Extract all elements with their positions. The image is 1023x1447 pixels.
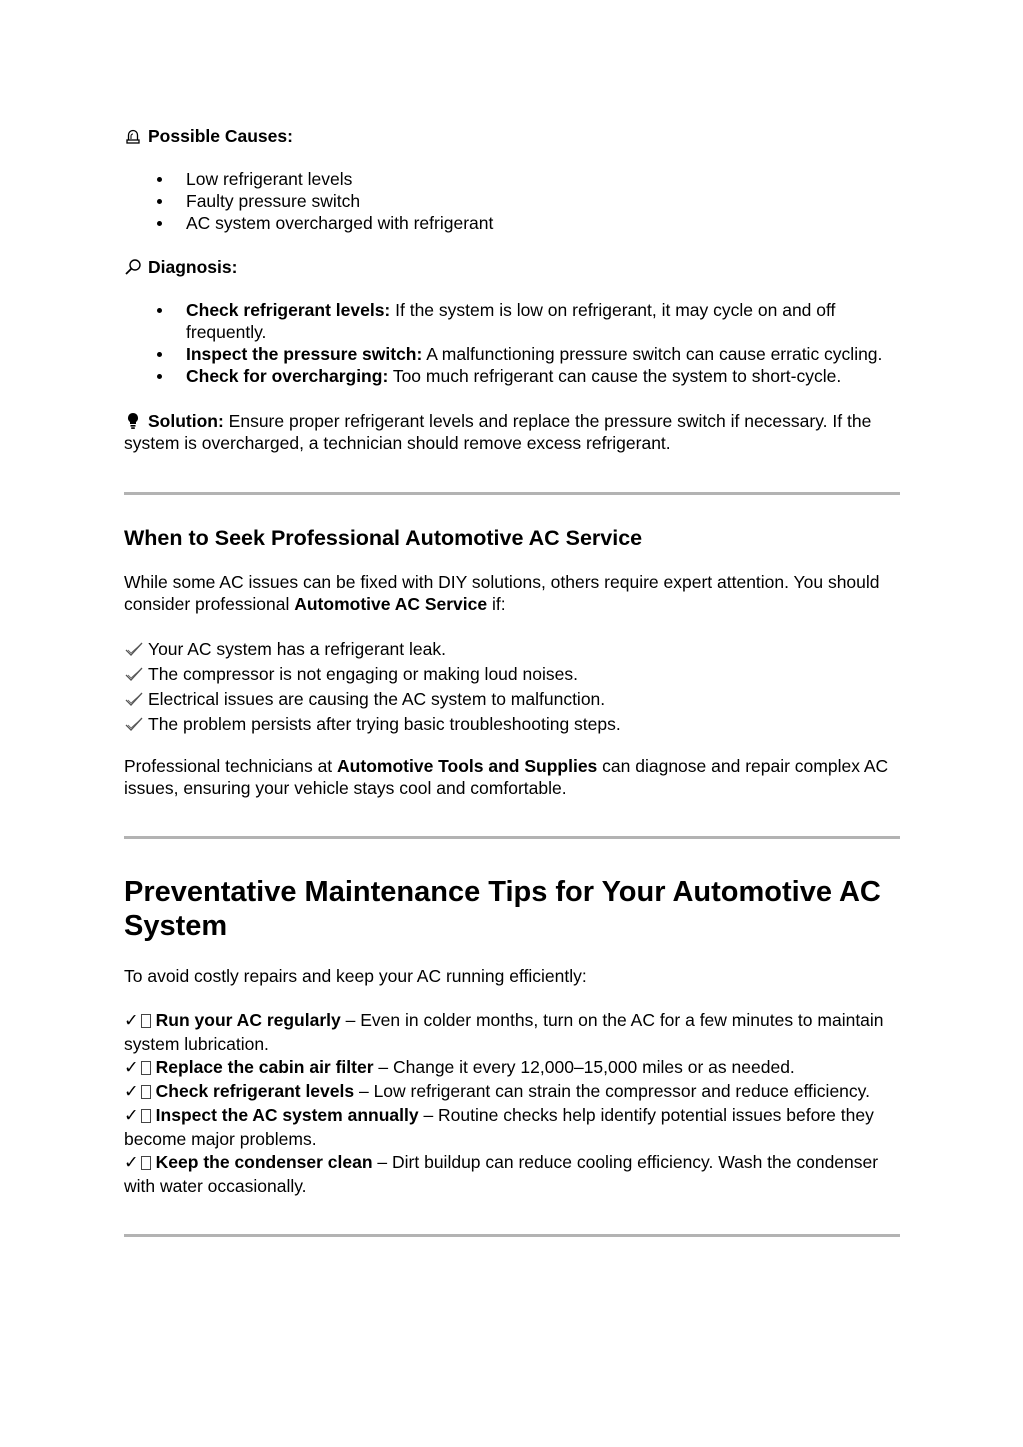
diagnosis-label: Diagnosis: [148, 257, 238, 277]
list-item [186, 212, 900, 234]
diagnosis-item-title: Inspect the pressure switch: [186, 344, 423, 364]
tip-title: Inspect the AC system annually [155, 1105, 419, 1125]
magnifier-icon [124, 258, 142, 276]
outro-text: Professional technicians at [124, 756, 338, 776]
bullet-dot [157, 199, 162, 204]
professional-intro [124, 571, 900, 615]
check-text: Your AC system has a refrigerant leak. [148, 638, 446, 659]
tip-title: Run your AC regularly [155, 1010, 341, 1030]
list-item [186, 299, 900, 343]
list-item [124, 686, 900, 711]
tips-list [124, 1009, 900, 1198]
check-list [124, 636, 900, 736]
bullet-dot [157, 221, 162, 226]
section-divider [124, 836, 900, 839]
cause-text: Faulty pressure switch [186, 191, 361, 211]
check-text: The compressor is not engaging or making loud noises. [148, 663, 578, 684]
solution-text: Ensure proper refrigerant levels and replace the pressure switch if necessary. If the system is overcharged, a technician should remove excess refrigerant. [124, 411, 872, 453]
maintenance-heading: Preventative Maintenance Tips for Your Automotive AC System [124, 876, 881, 942]
list-item [124, 661, 900, 686]
bullet-dot [157, 352, 162, 357]
missing-glyph-box [141, 1085, 151, 1099]
cause-text: AC system overcharged with refrigerant [186, 213, 494, 233]
diagnosis-heading [124, 256, 900, 278]
list-item [124, 1080, 900, 1104]
professional-service-heading: When to Seek Professional Automotive AC Service [124, 526, 643, 550]
list-item [186, 343, 900, 365]
diagnosis-item-title: Check refrigerant levels: [186, 300, 391, 320]
diagnosis-item-text: Too much refrigerant can cause the system to short-cycle. [388, 366, 842, 386]
tip-title: Replace the cabin air filter [155, 1057, 374, 1077]
list-item [186, 365, 900, 387]
tip-text: – Low refrigerant can strain the compressor and reduce efficiency. [354, 1081, 870, 1101]
check-mark-icon: ✓ [124, 1011, 139, 1031]
check-text: The problem persists after trying basic troubleshooting steps. [148, 713, 621, 734]
intro-end: if: [487, 594, 506, 614]
check-mark-icon: ✓ [124, 1153, 139, 1173]
missing-glyph-box [141, 1109, 151, 1123]
siren-icon [124, 127, 142, 145]
bullet-dot [157, 374, 162, 379]
tip-title: Keep the condenser clean [155, 1152, 373, 1172]
diagnosis-item-title: Check for overcharging: [186, 366, 389, 386]
bullet-dot [157, 177, 162, 182]
tip-title: Check refrigerant levels [155, 1081, 355, 1101]
solution-paragraph [124, 410, 900, 454]
list-item [124, 1151, 900, 1198]
missing-glyph-box [141, 1061, 151, 1075]
possible-causes-heading [124, 125, 900, 147]
list-item [186, 190, 900, 212]
diagnosis-item-text: If the system is low on refrigerant, it may cycle on and off frequently. [186, 300, 836, 342]
professional-outro [124, 755, 900, 799]
causes-list [124, 168, 900, 234]
missing-glyph-box [141, 1156, 151, 1170]
bullet-dot [157, 308, 162, 313]
diagnosis-list [124, 299, 900, 387]
check-mark-icon: ✓ [124, 1082, 139, 1102]
intro-text: While some AC issues can be fixed with DIY solutions, others require expert attention. You should consider professional [124, 572, 880, 614]
list-item [124, 1104, 900, 1151]
check-mark-icon [124, 690, 144, 708]
intro-bold: Automotive AC Service [294, 594, 488, 614]
lightbulb-icon [124, 412, 142, 430]
diagnosis-item-text: A malfunctioning pressure switch can cause erratic cycling. [422, 344, 883, 364]
check-mark-icon [124, 715, 144, 733]
tip-text: – Change it every 12,000–15,000 miles or as needed. [373, 1057, 795, 1077]
list-item [186, 168, 900, 190]
tip-text: – Dirt buildup can reduce cooling efficiency. Wash the condenser with water occasionally. [124, 1152, 879, 1196]
check-mark-icon [124, 640, 144, 658]
outro-bold: Automotive Tools and Supplies [337, 756, 598, 776]
list-item [124, 636, 900, 661]
document-content [124, 125, 900, 1237]
check-mark-icon [124, 665, 144, 683]
maintenance-intro: To avoid costly repairs and keep your AC running efficiently: [124, 966, 587, 986]
tip-text: – Even in colder months, turn on the AC for a few minutes to maintain system lubrication. [124, 1010, 884, 1054]
check-mark-icon: ✓ [124, 1058, 139, 1078]
solution-label: Solution: [148, 411, 224, 431]
check-mark-icon: ✓ [124, 1106, 139, 1126]
section-divider [124, 1234, 900, 1237]
check-text: Electrical issues are causing the AC system to malfunction. [148, 688, 606, 709]
missing-glyph-box [141, 1014, 151, 1028]
list-item [124, 1009, 900, 1056]
list-item [124, 1056, 900, 1080]
list-item [124, 711, 900, 736]
cause-text: Low refrigerant levels [186, 169, 353, 189]
section-divider [124, 492, 900, 495]
outro-end: can diagnose and repair complex AC issues, ensuring your vehicle stays cool and comfortable. [124, 756, 889, 798]
tip-text: – Routine checks help identify potential issues before they become major problems. [124, 1105, 874, 1149]
possible-causes-label: Possible Causes: [148, 126, 293, 146]
